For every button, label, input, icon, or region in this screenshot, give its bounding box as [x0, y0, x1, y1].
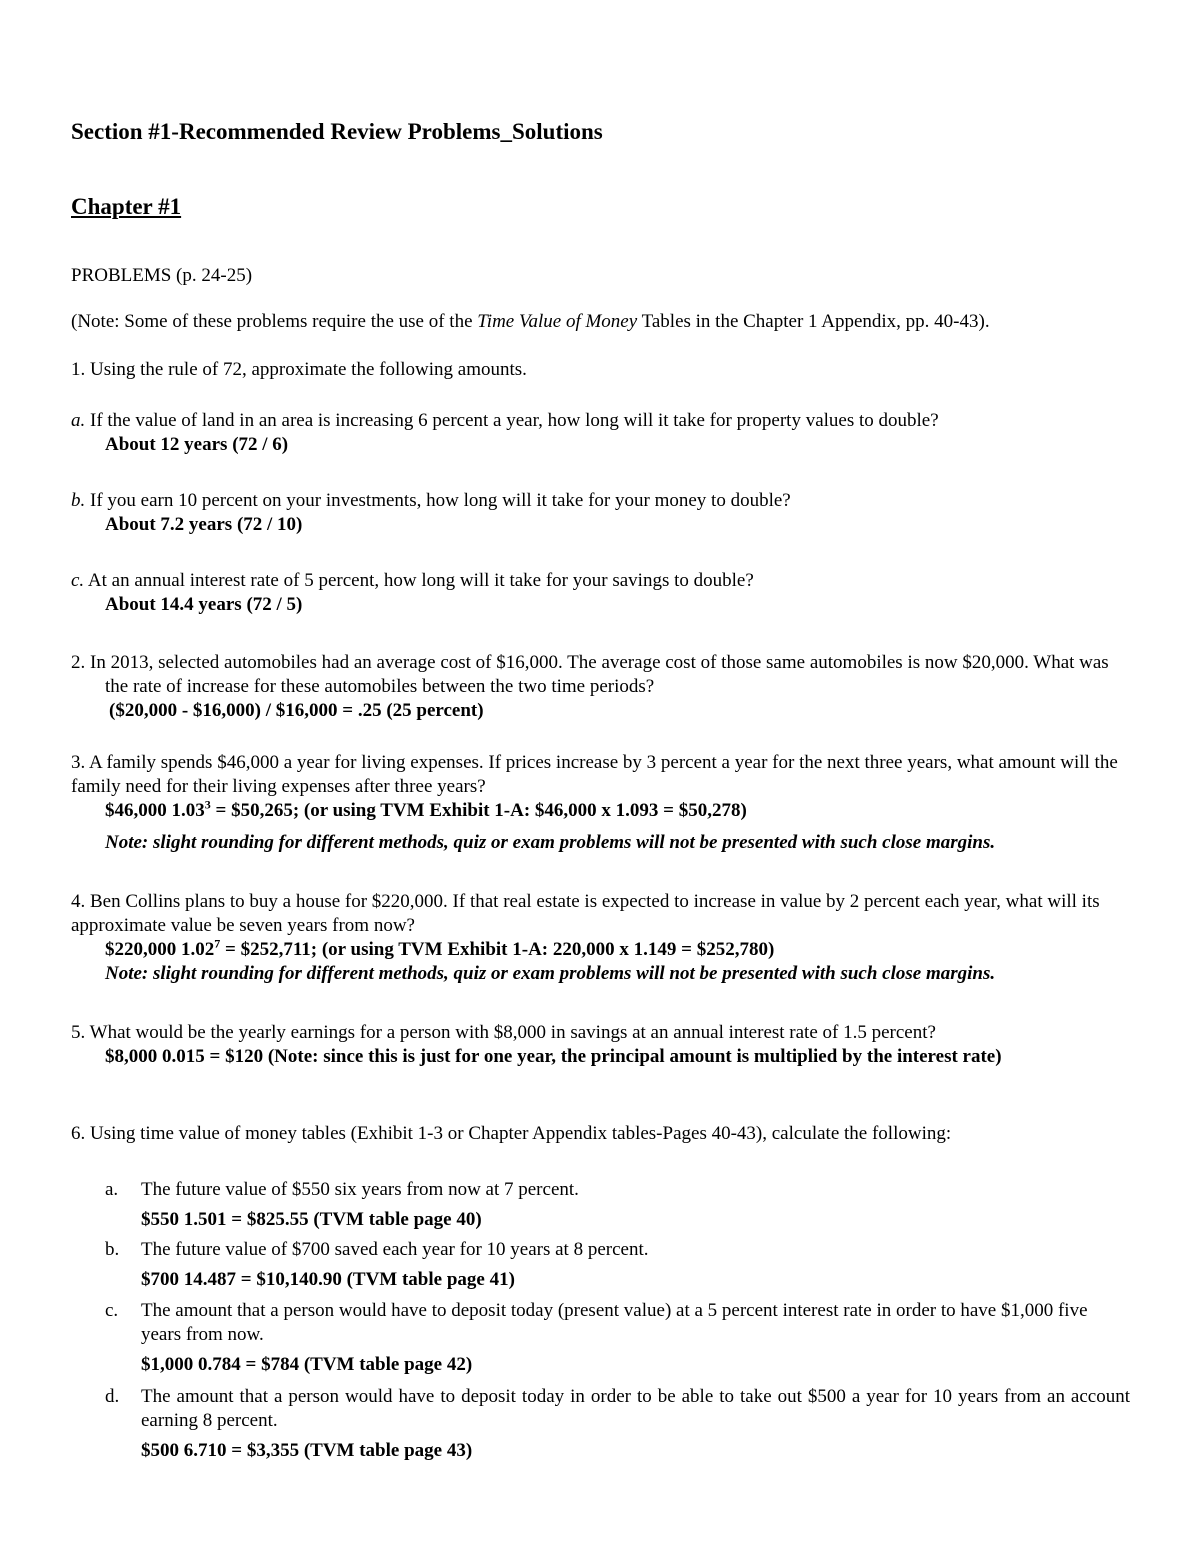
- question-3: [71, 751, 1130, 855]
- answer-3: [71, 799, 1130, 823]
- answer-1b: About 7.2 years (72 / 10): [105, 514, 303, 535]
- question-6b-label: b.: [105, 1239, 120, 1260]
- question-6b: [105, 1238, 1130, 1292]
- answer-3-exponent: 3: [204, 797, 211, 812]
- answer-3-rest: = $50,265; (or using TVM Exhibit 1-A: $46,000 x 1.093 = $50,278): [210, 800, 747, 821]
- note-text-before: (Note: Some of these problems require the use of the: [71, 311, 478, 332]
- question-6c-text: The amount that a person would have to deposit today (present value) at a 5 percent interest rate in order to have $1,000 five years from now.: [141, 1300, 1088, 1345]
- note-italic-title: Time Value of Money: [477, 311, 638, 332]
- question-2-text: 2. In 2013, selected automobiles had an average cost of $16,000. The average cost of those same automobiles is now $20,000. What was the rate of increase for these automobiles between the two time periods?: [71, 652, 1109, 697]
- question-1a-label: a.: [71, 410, 86, 431]
- problems-heading: PROBLEMS (p. 24-25): [71, 265, 253, 286]
- question-6a-label: a.: [105, 1179, 119, 1200]
- document-title: Section #1-Recommended Review Problems_Solutions: [71, 119, 603, 144]
- answer-2: ($20,000 - $16,000) / $16,000 = .25 (25 percent): [109, 700, 484, 721]
- answer-5: $8,000 0.015 = $120 (Note: since this is just for one year, the principal amount is multiplied by the interest rate): [105, 1046, 1002, 1067]
- question-5: [71, 1021, 1130, 1069]
- question-1: 1. Using the rule of 72, approximate the following amounts.: [71, 359, 527, 380]
- question-6: 6. Using time value of money tables (Exhibit 1-3 or Chapter Appendix tables-Pages 40-43), calculate the following:: [71, 1123, 952, 1144]
- question-6d-text: The amount that a person would have to deposit today in order to be able to take out $500 a year for 10 years from an account earning 8 percent.: [141, 1386, 1130, 1431]
- question-1b-label: b.: [71, 490, 86, 511]
- answer-6b: $700 14.487 = $10,140.90 (TVM table page 41): [141, 1269, 515, 1290]
- question-6d-label: d.: [105, 1386, 120, 1407]
- answer-3-note: Note: slight rounding for different methods, quiz or exam problems will not be presented with such close margins.: [105, 832, 996, 853]
- question-2: [71, 651, 1130, 723]
- answer-1a: About 12 years (72 / 6): [105, 434, 289, 455]
- question-6b-text: The future value of $700 saved each year for 10 years at 8 percent.: [141, 1239, 649, 1260]
- question-6c-label: c.: [105, 1300, 119, 1321]
- question-1a-text: If the value of land in an area is increasing 6 percent a year, how long will it take for property values to double?: [85, 410, 939, 431]
- answer-6c: $1,000 0.784 = $784 (TVM table page 42): [141, 1354, 473, 1375]
- answer-4-rest: = $252,711; (or using TVM Exhibit 1-A: 220,000 x 1.149 = $252,780): [220, 939, 775, 960]
- question-1a: [71, 409, 1130, 457]
- question-4-text: 4. Ben Collins plans to buy a house for $220,000. If that real estate is expected to increase in value by 2 percent each year, what will its approximate value be seven years from now?: [71, 891, 1100, 936]
- question-1c: [71, 569, 1130, 617]
- question-1b-text: If you earn 10 percent on your investments, how long will it take for your money to double?: [85, 490, 791, 511]
- answer-3-base: $46,000 1.03: [105, 800, 205, 821]
- question-6c: [105, 1299, 1130, 1377]
- answer-1c: About 14.4 years (72 / 5): [105, 594, 303, 615]
- question-1c-label: c.: [71, 570, 85, 591]
- answer-4-base: $220,000 1.02: [105, 939, 215, 960]
- answer-4-exponent: 7: [214, 936, 221, 951]
- answer-4-note: Note: slight rounding for different methods, quiz or exam problems will not be presented with such close margins.: [105, 963, 996, 984]
- question-5-text: 5. What would be the yearly earnings for a person with $8,000 in savings at an annual interest rate of 1.5 percent?: [71, 1022, 936, 1043]
- answer-6a: $550 1.501 = $825.55 (TVM table page 40): [141, 1209, 482, 1230]
- question-6a: [105, 1178, 1130, 1232]
- question-1c-text: At an annual interest rate of 5 percent, how long will it take for your savings to double?: [84, 570, 754, 591]
- answer-4: [71, 938, 1130, 962]
- question-1b: [71, 489, 1130, 537]
- question-6d: [105, 1385, 1130, 1463]
- tables-note: [71, 310, 1130, 334]
- question-6a-text: The future value of $550 six years from now at 7 percent.: [141, 1179, 579, 1200]
- question-3-text: 3. A family spends $46,000 a year for living expenses. If prices increase by 3 percent a year for the next three years, what amount will the family need for their living expenses after three years?: [71, 752, 1118, 797]
- note-text-after: Tables in the Chapter 1 Appendix, pp. 40-43).: [637, 311, 990, 332]
- chapter-heading: Chapter #1: [71, 194, 182, 219]
- question-4: [71, 890, 1130, 986]
- answer-6d: $500 6.710 = $3,355 (TVM table page 43): [141, 1440, 473, 1461]
